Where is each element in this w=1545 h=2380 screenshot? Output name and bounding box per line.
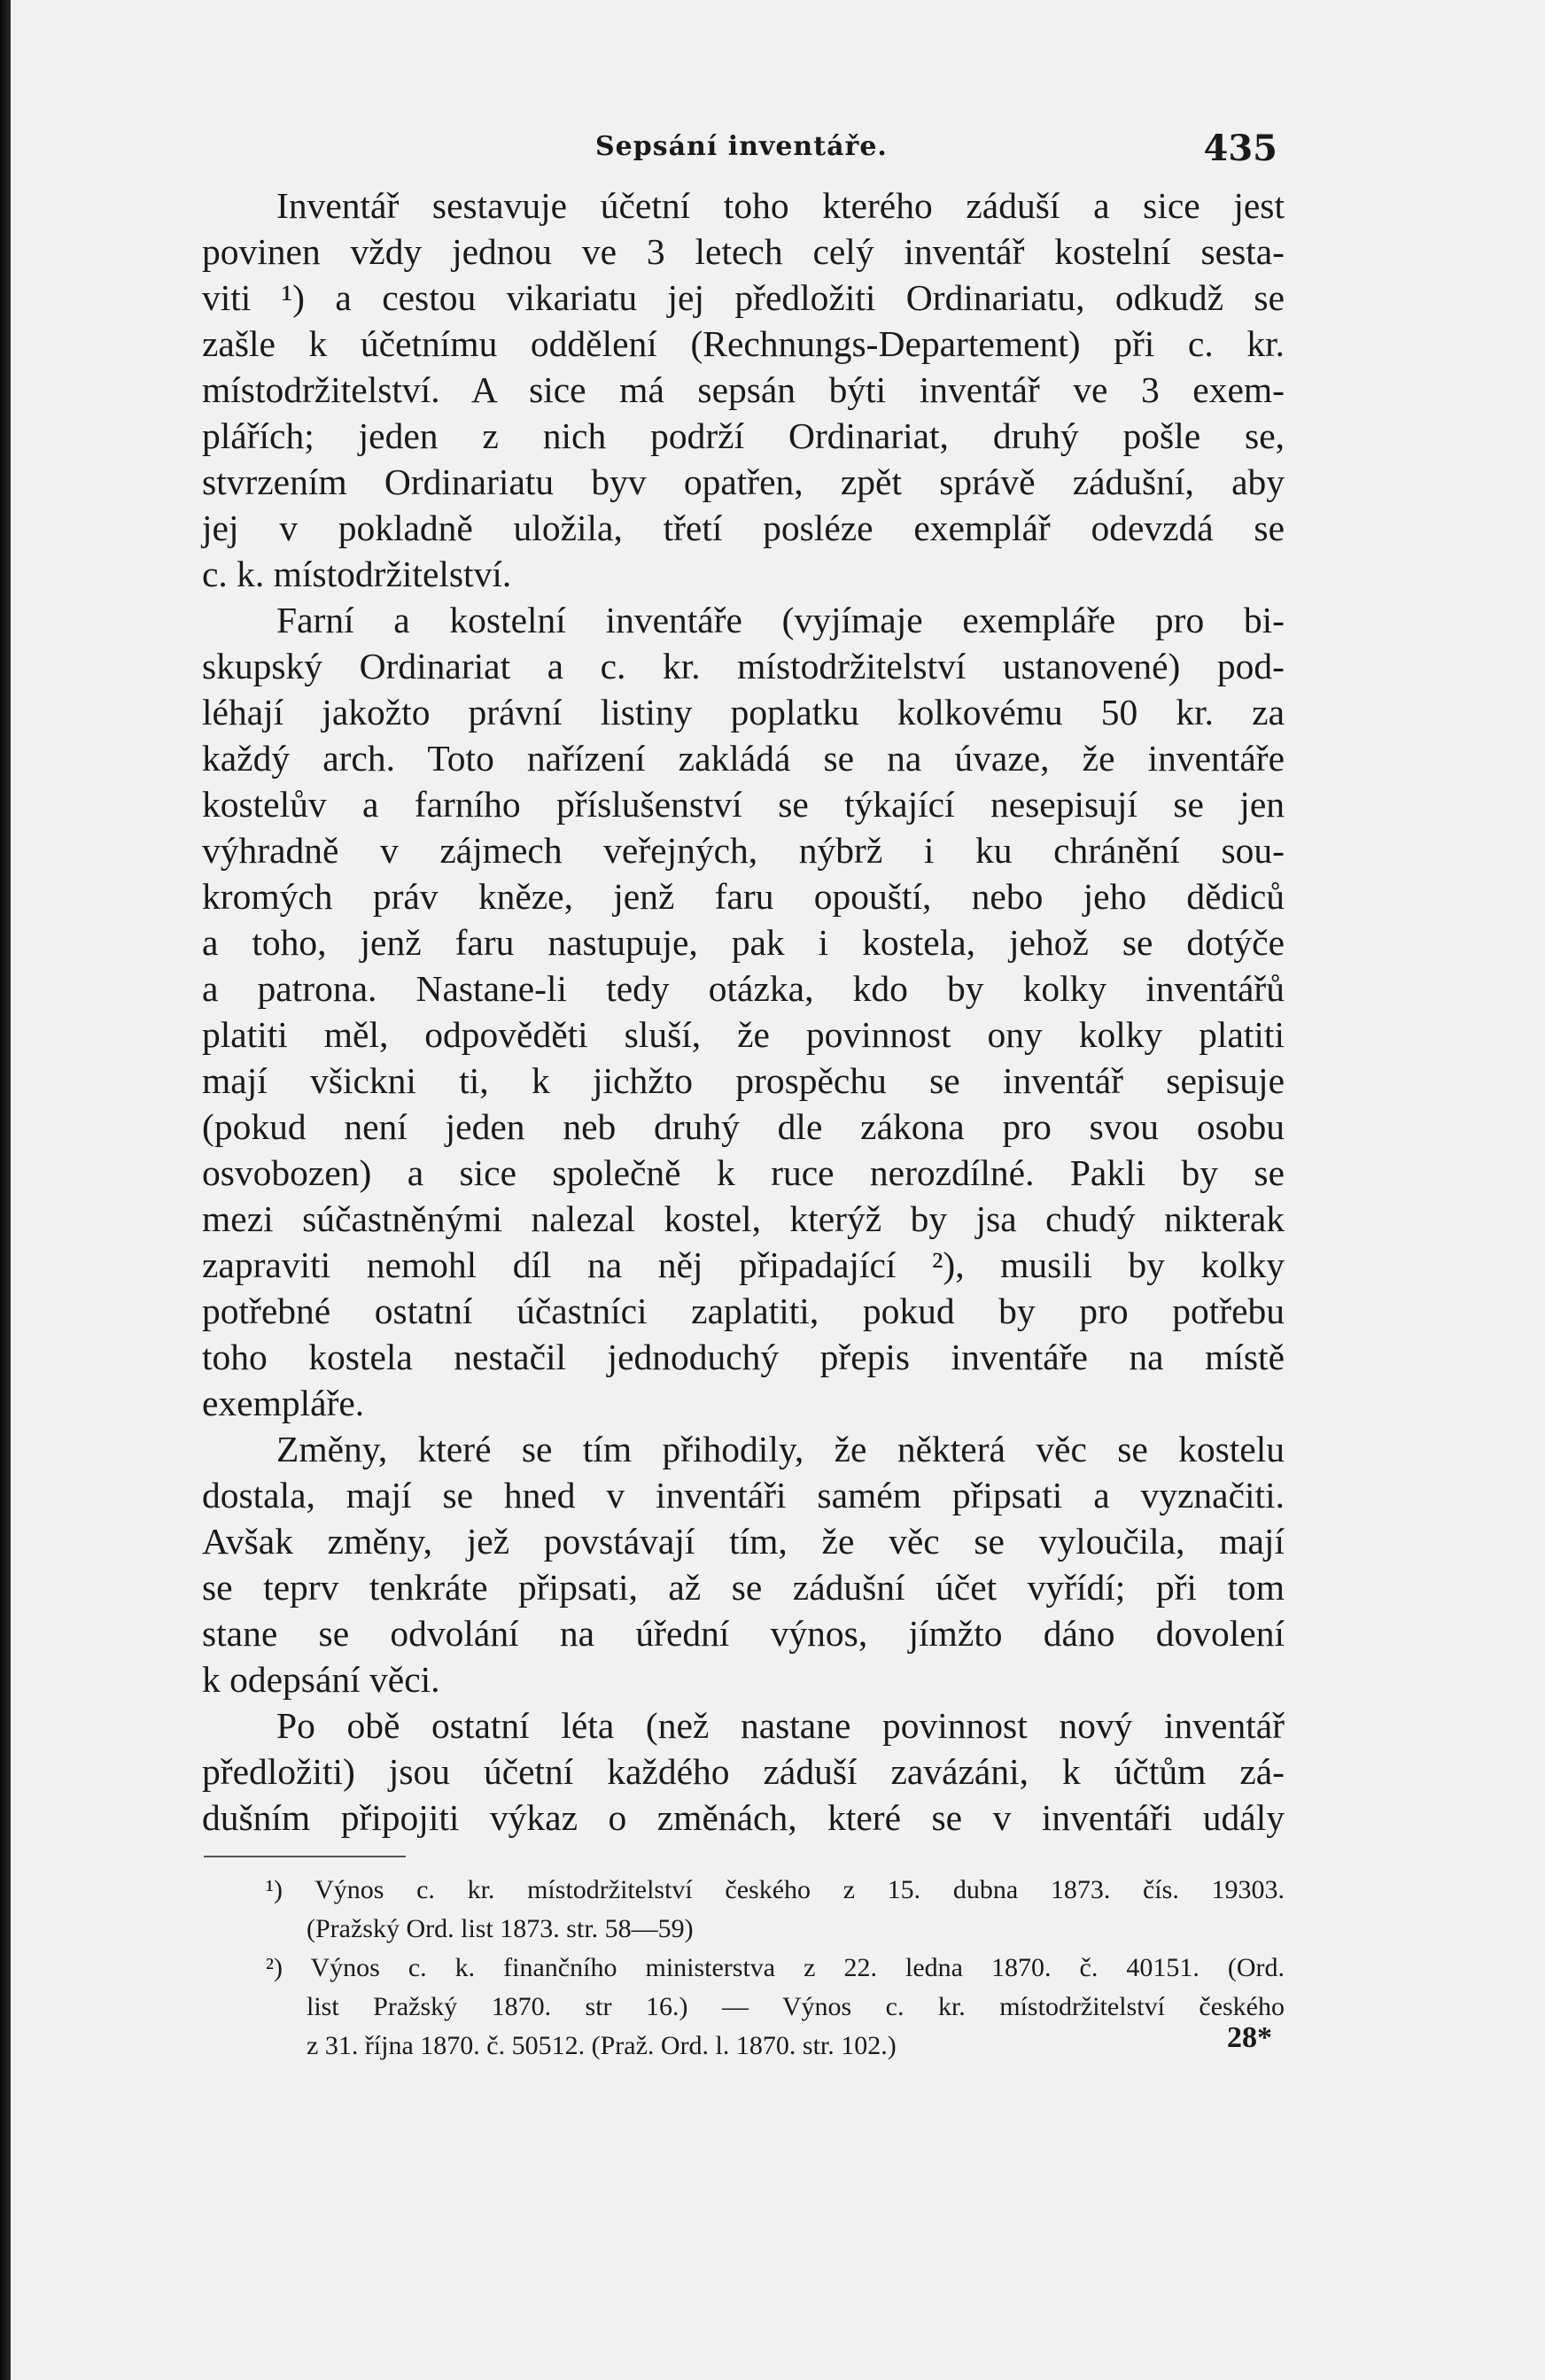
body-line: a toho, jenž faru nastupuje, pak i kostela, jehož se dotýče bbox=[202, 922, 1285, 963]
body-line: osvobozen) a sice společně k ruce nerozdílné. Pakli by se bbox=[202, 1152, 1285, 1193]
body-line: c. k. místodržitelství. bbox=[202, 554, 512, 594]
footnotes bbox=[266, 1871, 1285, 2066]
body-line: exempláře. bbox=[202, 1383, 365, 1423]
body-line: skupský Ordinariat a c. kr. místodržitelství ustanovené) pod- bbox=[202, 646, 1285, 686]
body-line: povinen vždy jednou ve 3 letech celý inventář kostelní sesta- bbox=[202, 231, 1285, 272]
body-line: Avšak změny, jež povstávají tím, že věc se vyloučila, mají bbox=[202, 1521, 1285, 1562]
body-line: každý arch. Toto nařízení zakládá se na úvaze, že inventáře bbox=[202, 738, 1285, 779]
body-line: se teprv tenkráte připsati, až se zádušní účet vyřídí; při tom bbox=[202, 1567, 1285, 1608]
body-line: zašle k účetnímu oddělení (Rechnungs-Departement) při c. kr. bbox=[202, 323, 1285, 364]
body-line: stvrzením Ordinariatu byv opatřen, zpět správě zádušní, aby bbox=[202, 461, 1285, 502]
book-page bbox=[11, 0, 1545, 2380]
footnote-1-line: ¹) Výnos c. kr. místodržitelství českého z 15. dubna 1873. čís. 19303. bbox=[266, 1875, 1285, 1904]
body-line: výhradně v zájmech veřejných, nýbrž i ku chránění sou- bbox=[202, 830, 1285, 871]
body-line: potřebné ostatní účastníci zaplatiti, pokud by pro potřebu bbox=[202, 1291, 1285, 1331]
body-line: mají všickni ti, k jichžto prospěchu se inventář sepisuje bbox=[202, 1060, 1285, 1101]
footnote-2-line: list Pražský 1870. str 16.) — Výnos c. kr. místodržitelství českého bbox=[307, 1992, 1285, 2021]
body-line: zapraviti nemohl díl na něj připadající ²), musili by kolky bbox=[202, 1244, 1285, 1285]
body-line: plářích; jeden z nich podrží Ordinariat, druhý pošle se, bbox=[202, 415, 1285, 456]
body-line: stane se odvolání na úřední výnos, jímžto dáno dovolení bbox=[202, 1613, 1285, 1654]
body-line: Farní a kostelní inventáře (vyjímaje exempláře pro bi- bbox=[276, 600, 1285, 640]
body-line: Po obě ostatní léta (než nastane povinnost nový inventář bbox=[276, 1705, 1285, 1746]
page-left-edge bbox=[0, 0, 11, 2380]
footnote-2-line: ²) Výnos c. k. finančního ministerstva z 22. ledna 1870. č. 40151. (Ord. bbox=[266, 1953, 1285, 1982]
body-line: Inventář sestavuje účetní toho kterého záduší a sice jest bbox=[276, 185, 1285, 226]
page-header bbox=[595, 128, 1277, 174]
body-line: jej v pokladně uložila, třetí posléze exemplář odevzdá se bbox=[202, 508, 1285, 548]
body-line: toho kostela nestačil jednoduchý přepis inventáře na místě bbox=[202, 1337, 1285, 1377]
signature-mark: 28* bbox=[1227, 2021, 1272, 2054]
body-line: místodržitelství. A sice má sepsán býti inventář ve 3 exem- bbox=[202, 369, 1285, 410]
footnote-1-line: (Pražský Ord. list 1873. str. 58—59) bbox=[307, 1914, 694, 1943]
body-line: a patrona. Nastane-li tedy otázka, kdo by kolky inventářů bbox=[202, 968, 1285, 1009]
body-line: předložiti) jsou účetní každého záduší zavázáni, k účtům zá- bbox=[202, 1751, 1285, 1792]
body-line: mezi súčastněnými nalezal kostel, kterýž by jsa chudý nikterak bbox=[202, 1198, 1285, 1239]
footnote-2-line: z 31. října 1870. č. 50512. (Praž. Ord. l. 1870. str. 102.) bbox=[307, 2031, 897, 2060]
body-line: léhají jakožto právní listiny poplatku kolkovému 50 kr. za bbox=[202, 692, 1285, 733]
footnote-rule bbox=[204, 1856, 406, 1857]
body-line: k odepsání věci. bbox=[202, 1659, 440, 1700]
body-text bbox=[202, 182, 1285, 1841]
body-line: (pokud není jeden neb druhý dle zákona pro svou osobu bbox=[202, 1106, 1285, 1147]
body-line: kromých práv kněze, jenž faru opouští, nebo jeho dědiců bbox=[202, 876, 1285, 917]
body-line: dostala, mají se hned v inventáři samém připsati a vyznačiti. bbox=[202, 1475, 1285, 1516]
page-number: 435 bbox=[1203, 128, 1277, 169]
body-line: kostelův a farního příslušenství se týkající nesepisují se jen bbox=[202, 784, 1285, 825]
body-line: Změny, které se tím přihodily, že některá věc se kostelu bbox=[276, 1429, 1285, 1469]
body-line: viti ¹) a cestou vikariatu jej předložiti Ordinariatu, odkudž se bbox=[202, 277, 1285, 318]
running-head: Sepsání inventáře. bbox=[595, 131, 888, 162]
body-line: platiti měl, odpověděti sluší, že povinnost ony kolky platiti bbox=[202, 1014, 1285, 1055]
body-line: dušním připojiti výkaz o změnách, které se v inventáři udály bbox=[202, 1797, 1285, 1838]
